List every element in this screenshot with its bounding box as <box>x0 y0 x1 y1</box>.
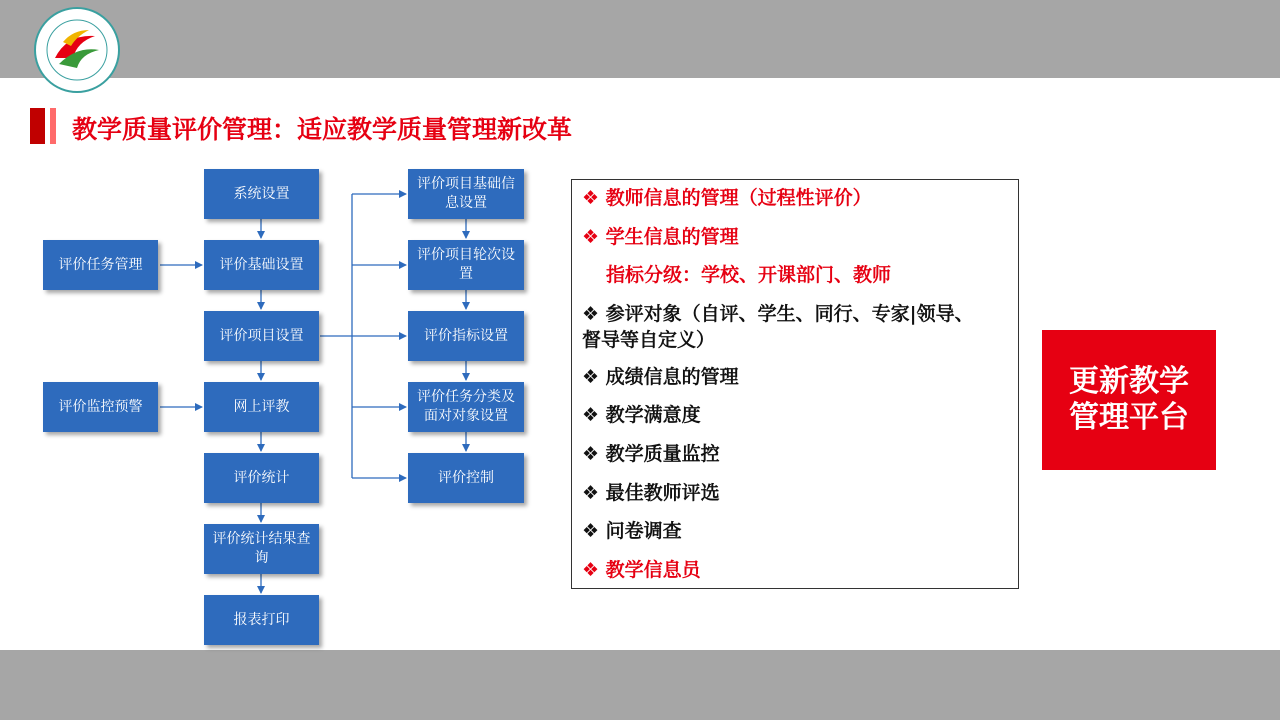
page-title: 教学质量评价管理：适应教学质量管理新改革 <box>72 115 573 144</box>
feature-item: ❖ 教师信息的管理（过程性评价） <box>582 187 872 209</box>
title-accent-bar <box>30 108 45 144</box>
feature-item: ❖ 教学满意度 <box>582 404 701 426</box>
node-basic-settings: 评价基础设置 <box>204 240 319 290</box>
platform-highlight-box <box>1042 330 1216 470</box>
feature-item: ❖ 参评对象（自评、学生、同行、专家|领导、 <box>582 303 974 325</box>
feature-subitem: 指标分级：学校、开课部门、教师 <box>606 264 892 286</box>
feature-item: ❖ 成绩信息的管理 <box>582 366 739 388</box>
node-report-print: 报表打印 <box>204 595 319 645</box>
feature-item: ❖ 问卷调查 <box>582 520 682 542</box>
feature-item-continued: 督导等自定义） <box>582 329 716 351</box>
bottom-bar <box>0 650 1280 720</box>
title-accent-bar-light <box>50 108 56 144</box>
highlight-line-1: 更新教学 <box>1069 364 1189 399</box>
feature-item: ❖ 学生信息的管理 <box>582 226 739 248</box>
feature-item: ❖ 教学质量监控 <box>582 443 720 465</box>
node-statistics: 评价统计 <box>204 453 319 503</box>
node-item-rounds: 评价项目轮次设置 <box>408 240 524 290</box>
highlight-line-2: 管理平台 <box>1069 400 1189 435</box>
node-system-settings: 系统设置 <box>204 169 319 219</box>
node-monitor-warning: 评价监控预警 <box>43 382 158 432</box>
node-evaluation-control: 评价控制 <box>408 453 524 503</box>
node-item-settings: 评价项目设置 <box>204 311 319 361</box>
feature-item: ❖ 最佳教师评选 <box>582 482 720 504</box>
top-bar <box>0 0 1280 78</box>
feature-item: ❖ 教学信息员 <box>582 559 701 581</box>
node-indicator-settings: 评价指标设置 <box>408 311 524 361</box>
node-task-management: 评价任务管理 <box>43 240 158 290</box>
feature-list-box <box>571 179 1019 589</box>
node-item-basic-info: 评价项目基础信息设置 <box>408 169 524 219</box>
node-online-evaluation: 网上评教 <box>204 382 319 432</box>
node-task-classify: 评价任务分类及面对对象设置 <box>408 382 524 432</box>
school-logo-icon <box>33 6 121 94</box>
node-statistics-query: 评价统计结果查询 <box>204 524 319 574</box>
